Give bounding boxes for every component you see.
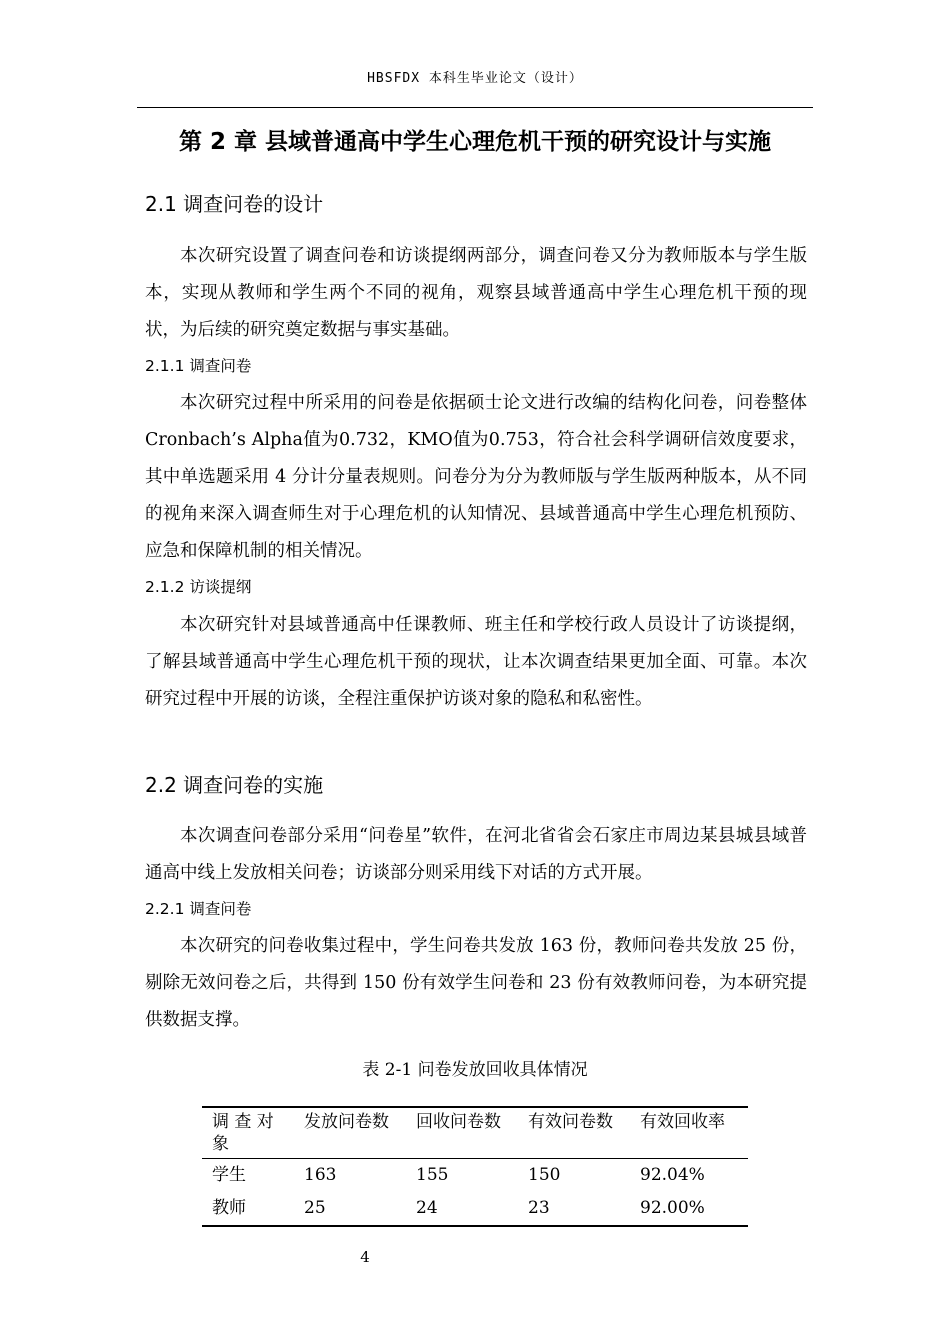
section-heading-2-2-1: 2.2.1 调查问卷	[145, 900, 252, 918]
table-header-cell: 回收问卷数	[406, 1107, 518, 1159]
table-row	[202, 1159, 748, 1193]
table-cell: 150	[528, 1165, 561, 1185]
table-header-cell: 调 查 对 象	[202, 1107, 294, 1159]
table-header-row	[202, 1107, 748, 1159]
header-rule	[137, 107, 813, 108]
section-heading-2-1-1: 2.1.1 调查问卷	[145, 357, 252, 375]
page-number: 4	[360, 1248, 370, 1266]
table-caption: 表 2-1 问卷发放回收具体情况	[362, 1060, 588, 1080]
table-header-cell: 发放问卷数	[294, 1107, 406, 1159]
section-2-2-paragraph: 本次调查问卷部分采用“问卷星”软件，在河北省省会石家庄市周边某县城县域普通高中线上发放相关问卷；访谈部分则采用线下对话的方式开展。	[145, 826, 807, 883]
table-cell: 163	[304, 1165, 337, 1185]
section-2-1-1-paragraph: 本次研究过程中所采用的问卷是依据硕士论文进行改编的结构化问卷，问卷整体Cronbach’s Alpha值为0.732，KMO值为0.753，符合社会科学调研信效度要求，其中单选题采用 4 分计分量表规则。问卷分为分为教师版与学生版两种版本，从不同的视角来深入调查师生对于心理危机的认知情况、县域普通高中学生心理危机预防、应急和保障机制的相关情况。	[145, 393, 807, 561]
survey-distribution-table	[202, 1106, 748, 1227]
chapter-title: 第 2 章 县域普通高中学生心理危机干预的研究设计与实施	[178, 129, 772, 155]
section-heading-2-1: 2.1 调查问卷的设计	[145, 192, 324, 216]
table-header-cell: 有效问卷数	[518, 1107, 630, 1159]
section-2-1-2-paragraph: 本次研究针对县域普通高中任课教师、班主任和学校行政人员设计了访谈提纲，了解县域普通高中学生心理危机干预的现状，让本次调查结果更加全面、可靠。本次研究过程中开展的访谈，全程注重保护访谈对象的隐私和私密性。	[145, 615, 807, 709]
table-cell: 23	[518, 1192, 630, 1226]
table-cell: 25	[294, 1192, 406, 1226]
table-cell: 24	[406, 1192, 518, 1226]
table-cell: 学生	[212, 1165, 246, 1185]
section-heading-2-2: 2.2 调查问卷的实施	[145, 773, 324, 797]
table-cell: 92.04%	[640, 1165, 705, 1185]
section-heading-2-1-2: 2.1.2 访谈提纲	[145, 578, 252, 596]
table-row	[202, 1192, 748, 1226]
running-header: HBSFDX 本科生毕业论文（设计）	[367, 71, 583, 86]
table-cell: 教师	[202, 1192, 294, 1226]
table-header-cell: 有效回收率	[630, 1107, 748, 1159]
table-cell: 92.00%	[630, 1192, 748, 1226]
table-cell: 155	[416, 1165, 449, 1185]
section-2-2-1-paragraph: 本次研究的问卷收集过程中，学生问卷共发放 163 份，教师问卷共发放 25 份，剔除无效问卷之后，共得到 150 份有效学生问卷和 23 份有效教师问卷，为本研究提供数据支撑。	[145, 936, 807, 1030]
section-2-1-paragraph: 本次研究设置了调查问卷和访谈提纲两部分，调查问卷又分为教师版本与学生版本，实现从教师和学生两个不同的视角，观察县域普通高中学生心理危机干预的现状，为后续的研究奠定数据与事实基础。	[145, 246, 807, 340]
